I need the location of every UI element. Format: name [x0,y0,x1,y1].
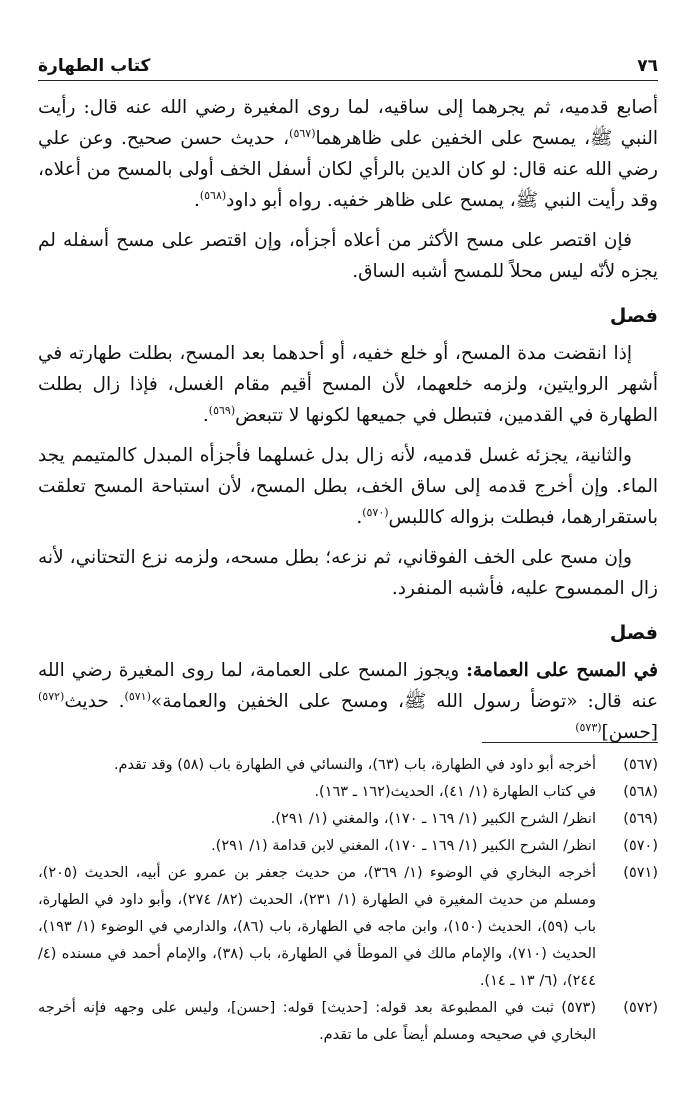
footnotes [38,752,658,1049]
paragraph-text: . [193,190,200,211]
paragraph-text: أصابع قدميه، ثم يجرهما إلى ساقيه، لما روى المغيرة رضي الله عنه قال: رأيت النبي ﷺ، يمسح على الخفين على ظاهرهما [38,97,658,149]
footnote [38,806,658,833]
paragraph [38,92,658,216]
footnote-ref: (٥٧٢) [38,689,65,703]
footnote-ref: (٥٦٧) [289,126,316,140]
footnote [38,752,658,779]
paragraph-text: وإن مسح على الخف الفوقاني، ثم نزعه؛ بطل مسحه، ولزمه نزع التحتاني، لأنه زال الممسوح عليه، فأشبه المنفرد. [38,547,658,599]
footnote [38,860,658,995]
paragraph [38,542,658,604]
paragraph-text: [حسن] [601,722,658,743]
main-text [38,92,658,757]
paragraph-text: . حديث [64,691,125,712]
running-title: كتاب الطهارة [38,56,151,76]
footnote-text: في كتاب الطهارة (١/ ٤١)، الحديث(١٦٢ ـ ١٦٣). [314,784,596,800]
paragraph-text: والثانية، يجزئه غسل قدميه، لأنه زال بدل غسلهما فأجزأه المبدل كالمتيمم يجد الماء. وإن أخرج قدمه إلى ساق الخف، بطل المسح، لأن استباحة المسح تعلقت باستقرارهما، فبطلت بزواله كاللبس [38,445,658,528]
paragraph-text: إذا انقضت مدة المسح، أو خلع خفيه، أو أحدهما بعد المسح، بطلت طهارته في أشهر الروايتين، ولزمه خلعهما، لأن المسح أقيم مقام الغسل، فإذا زال بطلت الطهارة في القدمين، فتبطل في جميعها لكونها لا تتبعض [38,343,658,426]
footnote [38,779,658,806]
paragraph-text: ويجوز المسح على العمامة، لما روى المغيرة رضي الله عنه قال: «توضأ رسول الله ﷺ، ومسح على الخفين والعمامة» [38,660,658,712]
footnote-number: (٥٦٩) [623,811,658,827]
footnote-separator [482,742,658,743]
paragraph-text: . [356,507,363,528]
footnote [38,833,658,860]
footnote [38,995,658,1049]
footnote-text: انظر/ الشرح الكبير (١/ ١٦٩ ـ ١٧٠)، المغني لابن قدامة (١/ ٢٩١). [211,838,596,854]
paragraph-text: . [202,405,209,426]
footnote-number: (٥٦٧) [623,757,658,773]
paragraph [38,440,658,533]
footnote-ref: (٥٦٨) [199,188,227,202]
footnote-text: أخرجه أبو داود في الطهارة، باب (٦٣)، والنسائي في الطهارة باب (٥٨) وقد تقدم. [113,757,596,773]
paragraph-text: ، حديث حسن صحيح. وعن علي رضي الله عنه قال: لو كان الدين بالرأي لكان أسفل الخف أولى بالمسح من أعلاه، وقد رأيت النبي ﷺ، يمسح على ظاهر خفيه. رواه أبو داود [38,128,658,211]
section-heading: فصل [609,622,658,644]
paragraph [38,225,658,287]
footnote-ref: (٥٧٠) [362,505,389,519]
footnote-number: (٥٧٢) [623,1000,658,1016]
footnote-text: أخرجه البخاري في الوضوء (١/ ٣٦٩)، من حديث جعفر بن عمرو عن أبيه، الحديث (٢٠٥)، ومسلم من حديث المغيرة في الطهارة (١/ ٢٣١)، الحديث (٨٢/ ٢٧٤)، وأبو داود في الطهارة، باب (٥٩)، الحديث (١٥٠)، وابن ماجه في الطهارة، باب (٨٦)، والدارمي في الوضوء (١/ ١٩٣)، الحديث (٧١٠)، والإمام مالك في الموطأ في الطهارة، باب (٣٨)، والإمام أحمد في مسنده (٤/ ٢٤٤)، (٦/ ١٣ ـ ١٤). [38,865,597,989]
page-number: ٧٦ [637,56,658,76]
footnote-text: (٥٧٣) ثبت في المطبوعة بعد قوله: [حديث] قوله: [حسن]، وليس على وجهه فإنه أخرجه البخاري في صحيحه ومسلم أيضاً على ما تقدم. [38,1000,596,1043]
section-heading: فصل [609,305,658,327]
footnote-number: (٥٧٠) [623,838,658,854]
paragraph [38,655,658,748]
paragraph [38,338,658,431]
paragraph-lead: في المسح على العمامة: [466,660,658,681]
footnote-ref: (٥٧٣) [575,720,602,734]
paragraph-text: فإن اقتصر على مسح الأكثر من أعلاه أجزأه، وإن اقتصر على مسح أسفله لم يجزه لأنّه ليس محلاً للمسح أشبه الساق. [38,230,658,282]
footnote-text: انظر/ الشرح الكبير (١/ ١٦٩ ـ ١٧٠)، والمغني (١/ ٢٩١). [270,811,596,827]
footnote-ref: (٥٦٩) [208,403,236,417]
footnote-ref: (٥٧١) [124,689,151,703]
page-header [38,46,658,81]
footnote-number: (٥٦٨) [623,784,658,800]
footnote-number: (٥٧١) [623,865,658,881]
